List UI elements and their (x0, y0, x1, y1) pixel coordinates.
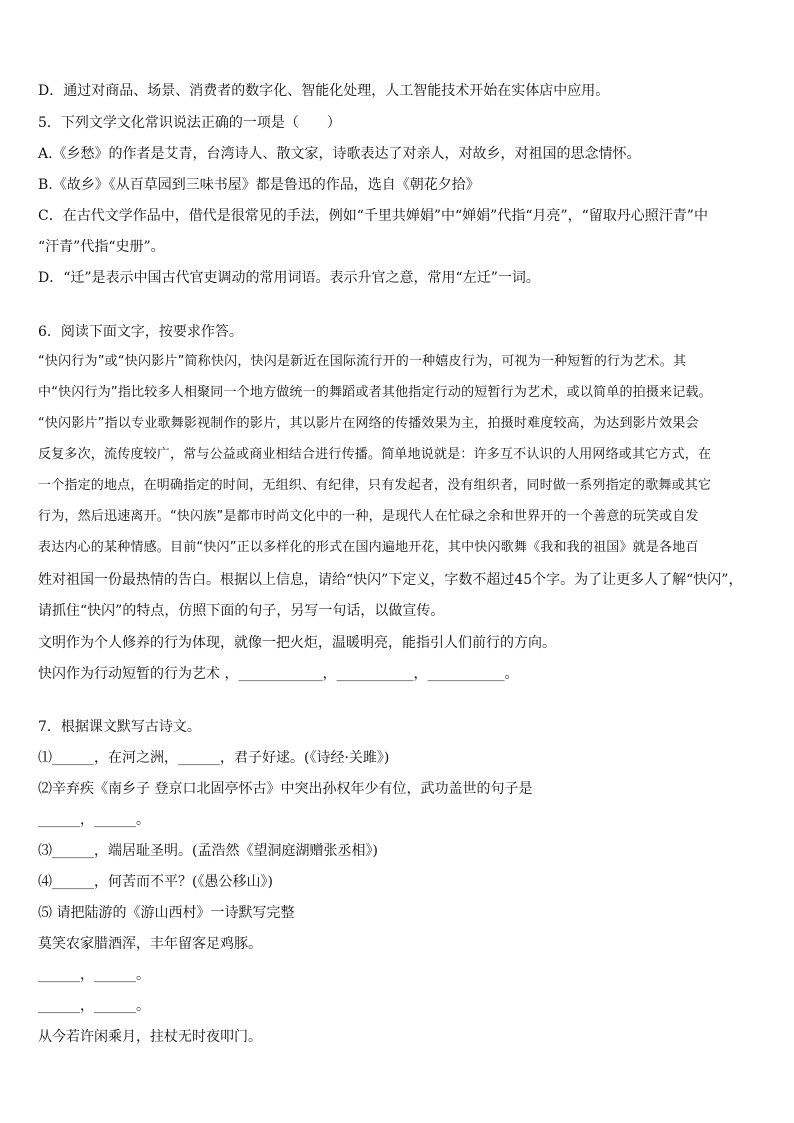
q7-item5: ⑸ 请把陆游的《游山西村》一诗默写完整 (38, 905, 295, 921)
q6-passage-line7: 表达内心的某种情感。目前“快闪”正以多样化的形式在国内遍地开花，其中快闪歌舞《我和我的祖国》就是各地百 (38, 540, 699, 555)
q6-answer-sentence: 快闪作为行动短暂的行为艺术 ，____________，___________，___________。 (38, 666, 519, 682)
q6-passage-line1: “快闪行为”或“快闪影片”简称快闪，快闪是新近在国际流行开的一种嬉皮行为，可视为一种短暂的行为艺术。其 (38, 354, 687, 369)
q6-passage-line5: 一个指定的地点，在明确指定的时间，无组织、有纪律，只有发起者，没有组织者，同时做一系列指定的歌舞或其它 (38, 478, 712, 493)
q7-item3: ⑶______，端居耻圣明。(孟浩然《望洞庭湖赠张丞相》) (38, 843, 378, 859)
q5-option-b: B.《故乡》《从百草园到三味书屋》都是鲁迅的作品，选自《朝花夕拾》 (38, 177, 480, 193)
q5-option-a: A.《乡愁》的作者是艾青，台湾诗人、散文家，诗歌表达了对亲人，对故乡，对祖国的思念情怀。 (38, 146, 641, 162)
q5-option-c-line2: “汗青”代指“史册”。 (38, 239, 165, 255)
q6-passage-line6: 行为，然后迅速离开。“快闪族”是都市时尚文化中的一种，是现代人在忙碌之余和世界开的一个善意的玩笑或自发 (38, 509, 699, 524)
q7-poem-line4: 从今若许闲乘月，拄杖无时夜叩门。 (38, 1029, 262, 1045)
q7-item4: ⑷______，何苦而不平？(《愚公移山》) (38, 874, 273, 890)
q5-option-c-line1: C．在古代文学作品中，借代是很常见的手法，例如“千里共婵娟”中“婵娟”代指“月亮”，“留取丹心照汗青”中 (38, 208, 708, 224)
q7-poem-blanks1: ______，______。 (38, 967, 150, 983)
q6-stem: 6．阅读下面文字，按要求作答。 (38, 324, 243, 340)
q6-passage-line4: 反复多次，流传度较广，常与公益或商业相结合进行传播。简单地说就是：许多互不认识的人用网络或其它方式，在 (38, 447, 712, 462)
q7-stem: 7．根据课文默写古诗文。 (38, 719, 201, 735)
q7-poem-blanks2: ______，______。 (38, 998, 150, 1014)
q6-example-sentence: 文明作为个人修养的行为体现，就像一把火炬，温暖明亮，能指引人们前行的方向。 (38, 635, 556, 651)
q7-item2-blanks: ______，______。 (38, 812, 150, 828)
q7-item2: ⑵辛弃疾《南乡子 登京口北固亭怀古》中突出孙权年少有位，武功盖世的句子是 (38, 781, 533, 797)
q4-option-d: D．通过对商品、场景、消费者的数字化、智能化处理，人工智能技术开始在实体店中应用。 (38, 83, 610, 99)
q7-item1: ⑴______，在河之洲，______，君子好逑。(《诗经·关雎》) (38, 750, 390, 766)
q6-passage-line9: 请抓住“快闪”的特点，仿照下面的句子，另写一句话，以做宣传。 (38, 603, 445, 619)
q7-poem-line1: 莫笑农家腊酒浑，丰年留客足鸡豚。 (38, 936, 262, 952)
q6-passage-line8: 姓对祖国一份最热情的告白。根据以上信息，请给“快闪”下定义，字数不超过45个字。为了让更多人了解“快闪”， (38, 572, 743, 588)
q5-option-d: D．“迁”是表示中国古代官吏调动的常用词语。表示升官之意，常用“左迁”一词。 (38, 270, 540, 286)
q5-stem: 5．下列文学文化常识说法正确的一项是（ ） (38, 115, 341, 131)
q6-passage-line3: “快闪影片”指以专业歌舞影视制作的影片，其以影片在网络的传播效果为主，拍摄时难度较高，为达到影片效果会 (38, 416, 699, 431)
q6-passage-line2: 中“快闪行为”指比较多人相聚同一个地方做统一的舞蹈或者其他指定行动的短暂行为艺术，或以简单的拍摄来记载。 (38, 385, 712, 400)
